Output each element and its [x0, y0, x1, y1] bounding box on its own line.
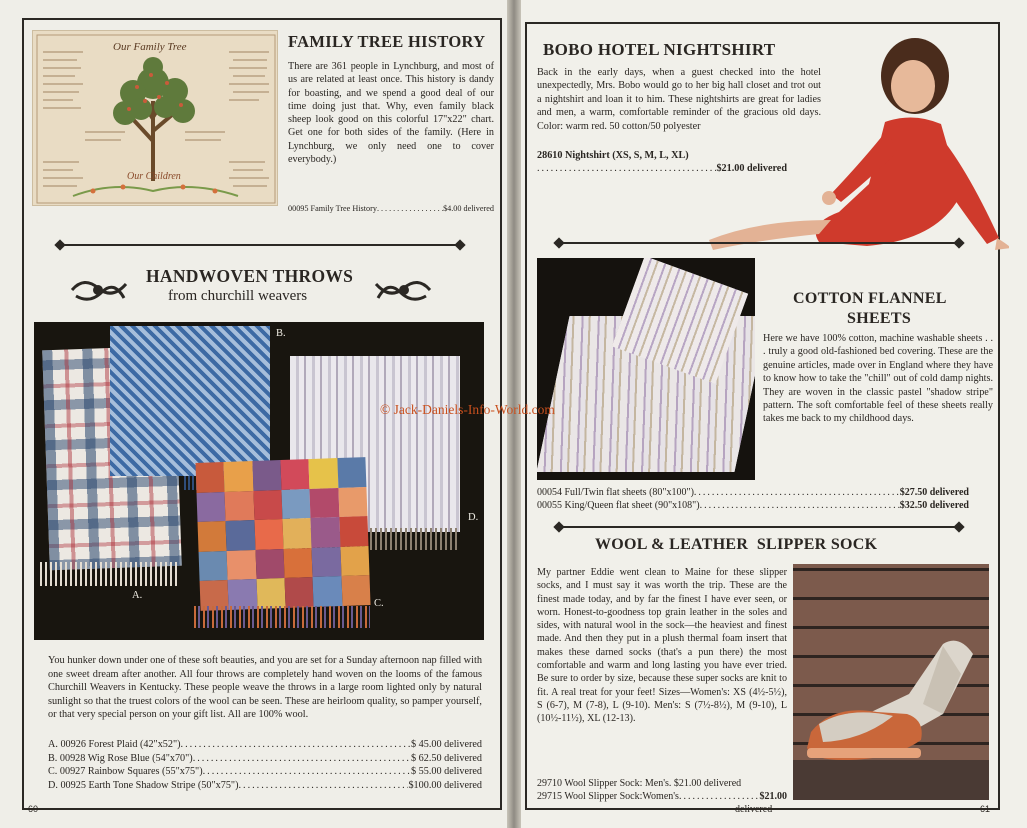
family-tree-chart-image	[32, 30, 278, 206]
throws-order-row	[48, 752, 482, 766]
order-item: 00055 King/Queen flat sheet (90"x108")	[537, 500, 700, 511]
slipper-body: My partner Eddie went clean to Maine for these slipper socks, and I must say it was worth the trip. These are the finest made today, and by far the finest I have ever seen, or worn. Honest-to-goodness top grain leather in the soles and sides, with natural wool in the sock—the heaviest and finest made. And then they put in a plush thermal foam insert that makes these darned socks (that's a pun there) the most comfortable and warm and long lasting you have ever tried. Be sure to order by size, because these super socks are knit to fit. A real treat for your feet! Sizes—Women's: XS (4½-5½), S (6-7), M (7-8), L (9-10). Men's: S (7½-8½), M (9-10), L (10½-11½), XL (12-13).	[537, 567, 787, 725]
order-price: $ 45.00 delivered	[410, 739, 482, 750]
page-number-right: 61	[980, 804, 991, 814]
family-tree-body: There are 361 people in Lynchburg, and most of us are related at least once. This history is dandy for boasting, and we spend a good deal of our time doing just that. Why, even family black sheep look good on this colorful 17"x22" chart. Get one for both sides of the family. (Here in Lynchburg, we only need one to cover everybody.)	[288, 61, 494, 166]
throws-body: You hunker down under one of these soft beauties, and you are set for a Sunday afternoon nap filled with one sweet dream after another. All four throws are completely hand woven on the looms of the famous Churchill Weavers in Kentucky. These people weave the throws in a large room lighted only by natural sunlight so that the truest colors of the wool can be seen. These are heirloom quality, so pamper yourself, or that very special person on your gift list. All are 100% wool.	[48, 655, 482, 721]
order-price: $27.50 delivered	[899, 487, 969, 498]
sheets-body: Here we have 100% cotton, machine washable sheets . . . truly a good old-fashioned bed covering. These are the genuine articles, made over in England where they have to know how to take the "chill" out of cold damp nights. They are woven in the classic pastel "shadow stripe" pattern. The soft comfortable feel of these sheets really takes me back to my childhood days.	[763, 333, 993, 425]
throw-label-c: C.	[374, 598, 384, 609]
ornament-left-icon	[68, 274, 130, 306]
order-item: D. 00925 Earth Tone Shadow Stripe (50"x75")	[48, 779, 239, 791]
order-price: $ 55.00 delivered	[410, 766, 482, 778]
leader-dots	[679, 791, 760, 804]
nightshirt-order-item: 28610 Nightshirt (XS, S, M, L, XL)	[537, 150, 689, 161]
order-price: $32.50 delivered	[899, 500, 969, 511]
page-number-left: 60	[28, 804, 39, 814]
throw-label-d: D.	[468, 512, 479, 523]
leader-dots	[377, 203, 443, 216]
leader-dots	[181, 738, 411, 752]
throw-c-fringe	[194, 606, 370, 628]
order-item: 00054 Full/Twin flat sheets (80"x100")	[537, 487, 694, 498]
leader-dots	[193, 752, 411, 766]
throws-subheading: from churchill weavers	[168, 288, 308, 304]
copyright-watermark: © Jack-Daniels-Info-World.com	[380, 402, 555, 417]
order-item: A. 00926 Forest Plaid (42"x52")	[48, 739, 181, 750]
leader-dots	[537, 163, 716, 176]
sheets-order-row	[537, 499, 969, 512]
family-tree-chart-title: Our Family Tree	[113, 41, 187, 53]
sheets-order-list	[537, 486, 969, 512]
throws-photo	[34, 322, 484, 640]
throw-label-a: A.	[132, 590, 143, 601]
family-tree-heading: FAMILY TREE HISTORY	[288, 32, 486, 51]
throws-order-list	[48, 738, 482, 792]
sheets-order-row	[537, 486, 969, 499]
order-price: $100.00 delivered	[408, 779, 482, 791]
throw-a-fringe	[40, 562, 180, 586]
leader-dots	[694, 486, 900, 499]
order-price: $ 62.50 delivered	[410, 752, 482, 764]
slipper-order-womens-item: 29715 Wool Slipper Sock:Women's	[537, 791, 679, 802]
sheets-heading-line2: SHEETS	[847, 310, 912, 327]
leader-dots	[700, 499, 900, 512]
order-item: C. 00927 Rainbow Squares (55"x75")	[48, 766, 203, 778]
section-rule	[559, 242, 959, 244]
nightshirt-model-photo	[699, 34, 1009, 250]
throws-order-row	[48, 738, 482, 752]
nightshirt-body: Back in the early days, when a guest checked into the hotel unexpectedly, Mrs. Bobo would go to her big hall closet and trot out a nightshirt and loan it to him. These nightshirts are great for ladies and men, a warm, comfortable reminder of the gracious old days. Color: warm red. 50 cotton/50 polyester	[537, 67, 821, 132]
flannel-sheets-photo	[537, 258, 755, 480]
throws-order-row	[48, 765, 482, 779]
sheets-heading-line1: COTTON FLANNEL	[793, 290, 947, 307]
slipper-heading: WOOL & LEATHER SLIPPER SOCK	[595, 536, 878, 553]
slipper-order-womens-price: $21.00	[759, 791, 787, 802]
throws-order-row	[48, 779, 482, 793]
family-tree-children-label: Our Children	[127, 171, 181, 182]
slipper-order-mens: 29710 Wool Slipper Sock: Men's. $21.00 delivered	[537, 778, 742, 789]
throw-label-b: B.	[276, 328, 286, 339]
slipper-sock-photo	[793, 564, 989, 800]
right-page-frame	[525, 22, 1000, 815]
family-tree-order-price: $4.00 delivered	[443, 204, 494, 213]
family-tree-order	[288, 203, 494, 216]
leader-dots	[203, 765, 411, 779]
slipper-foot-illustration	[793, 564, 989, 800]
section-rule	[60, 244, 460, 246]
throw-b-wig-rose-blue	[110, 326, 270, 476]
ornament-right-icon	[372, 274, 434, 306]
family-tree-order-item: 00095 Family Tree History	[288, 204, 377, 213]
throw-c-rainbow-squares	[195, 457, 370, 611]
nightshirt-order-price: $21.00 delivered	[716, 163, 787, 174]
order-item: B. 00928 Wig Rose Blue (54"x70")	[48, 752, 193, 764]
leader-dots	[238, 779, 408, 793]
slipper-order-womens-delivered: delivered	[735, 804, 773, 815]
section-rule	[559, 526, 959, 528]
throws-heading: HANDWOVEN THROWS	[146, 266, 354, 286]
nightshirt-heading: BOBO HOTEL NIGHTSHIRT	[543, 40, 776, 59]
slipper-order-womens	[537, 791, 787, 804]
